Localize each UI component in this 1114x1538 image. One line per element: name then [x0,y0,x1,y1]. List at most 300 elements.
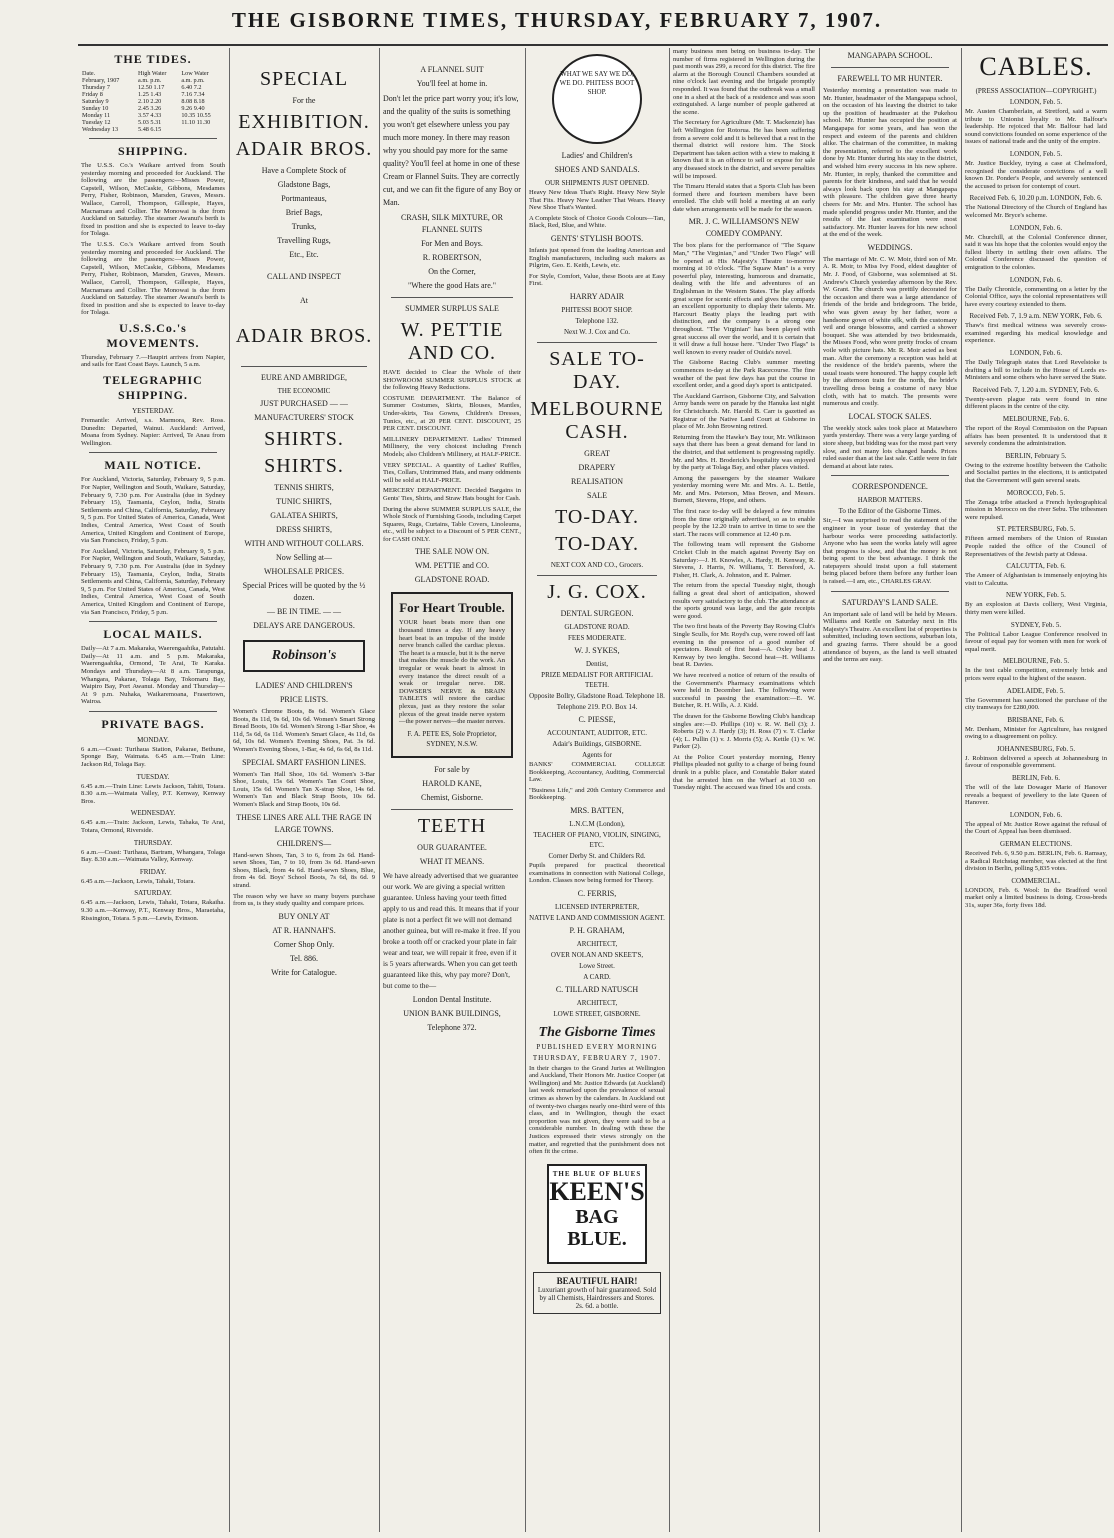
robinsons-logo: Robinson's [243,640,365,672]
day-heading: WEDNESDAY. [130,809,176,818]
editorial-text: In their charges to the Grand Juries at Wellington and Auckland, Their Honors Mr. Justice Cooper (at Wellington) and Mr. Justice Edwards (at Auckland) last week remarked upon the prevalence of sexual crimes as shown by the calendars. In Auckland out of twenty-two charges nearly one-third were of this class, and in Wellington, though the exact proportion was not given, they were said to be a considerable number. In dealing with these the Justices expressed their views strongly on the matter, and regretted that the punishment does not often fit the crime. [529,1064,667,1156]
stock-text: A Complete Stock of Choice Goods Colours—Tan, Black, Red, Blue, and White. [529,214,667,230]
cable-dateline: MELBOURNE, Feb. 5. [1002,657,1070,666]
table-cell: Tuesday 12 [82,119,111,126]
childrens-heading: CHILDREN'S— [276,838,332,848]
divider [831,475,949,476]
call-inspect: CALL AND INSPECT [267,272,341,281]
shirt-line: DRESS SHIRTS, [276,525,332,534]
next-label: Next W. J. Cox and Co. [563,327,631,336]
over-label: OVER NOLAN AND SKEET'S, [550,950,644,959]
news-paragraph: The drawn for the Gisborne Bowling Club's handicap singles are:—D. Phillips (10) v. R. W. Bell (3); J. Roberts (2) v. J. Hardy (3); H. Ross (7) v. T. Clarke (4); L. Pullin (1) v. J. Morris (5); A. Kettle (1) v. W. Parker (2). [673,712,817,751]
cable-text: The Government has sanctioned the purchase of the city tramways for £280,000. [965,696,1109,712]
mercery-text: MERCERY DEPARTMENT. Decided Bargains in Gents' Ties, Shirts, and Straw Hats bought for Cash. [383,487,523,502]
day-text: 6.45 a.m.—Jackson, Lewis, Tahaki, Totara. [81,877,196,885]
cable-text: The will of the late Dowager Marie of Hanover reveals a bequest of jewellery to the late Queen of Hanover. [965,784,1109,807]
london-dental: London Dental Institute. [412,994,492,1004]
mail-heading: MAIL NOTICE. [104,458,202,473]
telegraphic-subheading: YESTERDAY. [132,407,174,416]
shipping-text: The U.S.S. Co.'s Waikare arrived from South yesterday morning and proceeded for Auckland. The following are the passengers:—Misses Power, Capstell, Wilson, McCaskie, Gibbons, Mesdames Perry, Fisher, Robinson, Marsden, Graves, Messrs. Wallace, Carroll, Thompson, Gillespie, Hayes, Macnamara and Collier. The Monowai is due from Auckland on Saturday. The steamer Awanui's berth is fixed in position and she is expected to leave to-day for Tolaga. [81,162,227,238]
table-cell: Thursday 7 [82,84,111,91]
selling-label: Now Selling at— [276,553,332,562]
mail-text: For Auckland, Victoria, Saturday, February 9, 5 p.m. For Napier, Wellington and South, Waikare, Saturday, February 9, 7.30 p.m. For Australia (due in Sydney February 15), Tasmania, Ceylon, India, Straits Settlements and China, California, Saturday, February 9, 5 p.m. For United States of America, Canada, West Indies, Central America, West Coast of South America, United Kingdom and Continent of Europe, via San Francisco, Friday, 5 p.m. [81,476,227,545]
divider [89,452,217,453]
keens-bag: BAG [575,1205,619,1228]
hair-text: Luxuriant growth of hair guaranteed. Sold by all Chemists, Hairdressers and Stores. 2s. 6d. a bottle. [537,1285,657,1310]
gents-heading: GENTS' STYLISH BOOTS. [550,233,644,243]
prize-label: PRIZE MEDALIST FOR ARTIFICIAL TEETH. [541,670,653,689]
cable-dateline: LONDON, Feb. 6. [1009,810,1063,819]
adair-line: Portmanteaus, [281,194,327,203]
news-paragraph: many business men being on business to-day. The number of firms registered in Wellington during the past month was 299, a record for this district. The fire alarm at the Borough Council Chambers sounded at nine o'clock last evening and the brigade promptly responded. It was found that the outbreak was a small one in a shed at the back of a residence and was soon extinguished. A large number of people gathered at the scene. [673,48,817,116]
shirt-line: WITH AND WITHOUT COLLARS. [244,539,364,548]
mfr-stock: MANUFACTURERS' STOCK [254,413,354,422]
weddings-text: The marriage of Mr. C. W. Moir, third son of Mr. A. R. Moir, to Miss Ivy Food, eldest daughter of Mr. J. Food, of Gisborne, was solemnised at St. Andrew's Church yesterday afternoon by the Rev. W. Grant. The church was prettily decorated for the occasion and there was a large attendance of friends of the bride and bridegroom. The bride, who was given away by her father, wore a handsome gown of white silk, with the customary veil and orange blossoms, and carried a shower bouquet. She was attended by two bridesmaids, the Misses Food, who wore pretty frocks of cream voile with picture hats. Mr. R. Moir acted as best man. After the ceremony a reception was held at the residence of the bride's parents, where the usual toasts were honoured. The happy couple left by the afternoon train for the north, the bride's travelling dress being a costume of navy blue cloth, with hat to match. The presents were numerous and costly. [823,255,959,408]
correspondence-heading: CORRESPONDENCE. [852,482,928,492]
shipping-text: The U.S.S. Co.'s Waikare arrived from South yesterday morning and proceeded for Auckland. The following are the passengers:—Misses Power, Capstell, Wilson, McCaskie, Gibbons, Mesdames Perry, Fisher, Robinson, Marsden, Graves, Messrs. Wallace, Carroll, Thompson, Gillespie, Hayes, Macnamara and Collier. The Monowai is due from Auckland on Saturday. The steamer Awanui's berth is fixed in position and she is expected to leave to-day for Tolaga. [81,240,227,317]
day-text: 6 a.m.—Coast: Turihaua Station, Pakarae, Bethune, Sponge Bay, Waimata. 6.45 a.m.—Train Line: Jackson Rd, Tolaga Bay. [81,745,227,769]
cable-text: The Daily Telegraph states that Lord Revelstoke is drafting a bill to include in the House of Lords ex-Ministers and some others who have served the State. [965,359,1109,382]
table-row [81,91,225,98]
cable-text: Mr. Denham, Minister for Agriculture, has resigned owing to a disagreement on policy. [965,725,1109,741]
accountant-label: ACCOUNTANT, AUDITOR, ETC. [546,728,648,737]
cable-dateline: Received Feb. 7, 1.20 a.m. SYDNEY, Feb. 6. [972,385,1100,394]
adair-line: Have a Complete Stock of [261,166,347,175]
adair-heading: ADAIR BROS. [235,138,373,160]
table-row [81,105,225,112]
during-text: During the above SUMMER SURPLUS SALE, the Whole Stock of Furnishing Goods, including Carpet Squares, Rugs, Curtains, Table Covers, Linoleums, etc., will be subject to a Discount of 5 PER CENT., for CASH ONLY. [383,505,523,543]
corner-label: On the Corner, [428,267,476,276]
column-6 [820,48,960,1534]
drapery-label: DRAPERY [578,462,616,472]
banks-text: BANKS' COMMERCIAL COLLEGE Bookkeeping, Accountancy, Auditing, Commercial Law. [529,760,667,784]
crash-label: CRASH, SILK MIXTURE, OR FLANNEL SUITS [400,213,503,234]
gisborne-times-title: The Gisborne Times [538,1024,656,1040]
tides-heading: THE TIDES. [114,52,192,66]
pettie-heading: W. PETTIE AND CO. [400,319,504,364]
local-stock-heading: LOCAL STOCK SALES. [848,411,932,421]
correspondence-text: Sir,—I was surprised to read the statement of the engineer in your issue of yesterday that the harbour works were proceeding satisfactorily. Anyone who has seen the works lately will agree that progress is slow, and that the money is not being spent to the best advantage. I think the ratepayers should insist upon a full statement being placed before them before any further loan is raised.—I am, etc., CHARLES GRAY. [823,517,959,586]
adair-line: Brief Bags, [285,208,323,217]
special-heading: SPECIAL [259,68,349,90]
news-paragraph: At the Police Court yesterday morning, Henry Phillips pleaded not guilty to a charge of being found drunk in a public place, and Constable Baker stated that he arrested him on the Wharf at 10.30 on Tuesday night. The accused was fined 10s and costs. [673,753,817,792]
interpreter-label: LICENSED INTERPRETER, [555,902,639,911]
cable-dateline: LONDON, Feb. 5. [1009,98,1063,106]
news-paragraph: We have received a notice of return of the results of the Government's Pharmacy examinations which were held in December last. The following were successful in passing the examination:—E. W. Butcher, R. H. Wills, A. J. Kidd. [673,671,817,710]
mail-text: For Auckland, Victoria, Saturday, February 9, 5 p.m. For Napier, Wellington and South, Waikare, Saturday, February 9, 7.30 p.m. For Australia (due in Sydney February 15), Tasmania, Ceylon, India, Straits Settlements and China, California, Saturday, February 9, 5 p.m. For United States of America, Canada, West Indies, Central America, West Coast of South America, United Kingdom and Continent of Europe, via San Francisco, Friday, 5 p.m. [81,547,227,616]
table-cell: Saturday 9 [82,98,109,105]
divider [391,809,513,810]
news-paragraph: Among the passengers by the steamer Waikare yesterday morning were Mr. and Mrs. A. L. Bettle, Mr. and Mrs. Peterson, Miss Brown, and Messrs. Burnett, Stevens, Hope, and others. [673,474,817,505]
catalogue-label: Write for Catalogue. [271,967,337,977]
teacher-label: TEACHER OF PIANO, VIOLIN, SINGING, ETC. [533,830,661,849]
business-text: "Business Life," and 20th Century Commerce and Bookkeeping. [529,786,667,802]
day-heading: FRIDAY. [139,867,167,876]
telegraphic-text: Fremantle: Arrived, s.s. Marmora, Rev. Ross. Dunedin: Departed, Wainui. Auckland: Arrived, Moana from Sydney. Napier: Arrived, Te Anau from Wellington. [81,417,227,447]
pettie-name: WM. PETTIE and CO. [415,561,489,571]
ladies-label: Ladies' and Children's [561,151,633,160]
table-cell: Friday 8 [82,91,103,98]
day-text: 6.45 a.m.—Train Line: Lewis Jackson, Tahiti, Totara. 8.30 a.m.—Waimata Valley, P.T. Kenway, Kenway Bros. [81,782,227,805]
press-association: (PRESS ASSOCIATION—COPYRIGHT.) [975,87,1097,95]
keens-tagline: THE BLUE OF BLUES [552,1169,642,1178]
very-special-text: VERY SPECIAL. A quantity of Ladies' Ruffles, Ties, Collars, Untrimmed Hats, and many oddments will be sold at HALF-PRICE. [383,461,523,484]
boys-label: For Men and Boys. [421,239,483,248]
teeth-heading: TEETH [417,814,487,837]
divider [89,138,217,139]
table-cell: Monday 11 [82,112,111,119]
fashion-text: Women's Tan Hall Shoe, 10s 6d. Women's 3-Bar Shoe, Louis, 15s 6d. Women's Tan Court Shoe, Louis, 15s 6d. Women's Tan X-strap Shoe, 14s 6d. Women's Tan and Black Strap Boots, 10s 6d. Women's Black and Strap Boots, 10s 6d. [233,770,377,808]
day-heading: MONDAY. [137,735,169,744]
tel-label: Tel. 886. [289,953,319,963]
cable-dateline: BERLIN, February 5. [1005,451,1067,460]
hair-heading: BEAUTIFUL HAIR! [556,1275,638,1286]
just-purchased: JUST PURCHASED — — [260,399,348,408]
cable-text: The National Directory of the Church of England has welcomed Mr. Bryce's scheme. [965,204,1109,219]
adair-line: Etc., Etc. [289,250,319,259]
column-5 [670,48,818,1534]
private-bags-heading: PRIVATE BAGS. [101,716,205,731]
batten-label: MRS. BATTEN, [570,805,624,815]
heart-text: YOUR heart beats more than one thousand times a day. If any heavy heart beat is an impulse of the inside nerve branch called the cardiac plexus. The heart is a muscle, but it is the nerve that makes the muscle do the work. An irregular or weak heart is almost in every instance the direct result of a weak or irregular nerve. DR. DOWSER'S NERVE & BRAIN TABLETS will restore the cardiac plexus, just as they restore the solar plexus of the great inside nerve system—the power nerves—the master nerves. [399,619,507,726]
farewell-text: Yesterday morning a presentation was made to Mr. Hunter, headmaster of the Mangapapa school, on the occasion of his leaving the district to take up the position of headmaster at the Pukehou school. Mr. Hunter has occupied the position at Mangapapa for some years, and has won the respect and esteem of the parents and children alike. The chairman of the committee, in making the presentation, referred to the excellent work done by Mr. Hunter during his stay in the district, and wished him every success in his new sphere. Mr. Hunter, in reply, thanked the committee and parents for their kindness, and said that he would always look back upon his stay at Mangapapa with pleasure. The children gave three hearty cheers for Mr. and Mrs. Hunter. The school has made splendid progress under Mr. Hunter, and the results of the last examination were most satisfactory. Mr. Hunter leaves for his new school at the end of the week. [823,87,959,239]
pupils-text: Pupils prepared for practical theoretical examinations in connection with National College, London. Classes now being formed for Theory. [529,861,667,885]
shoes-heading: SHOES AND SANDALS. [554,165,640,174]
divider [391,297,513,298]
day-heading: SATURDAY. [134,889,172,898]
lowe-label-2: LOWE STREET, GISBORNE. [553,1009,641,1018]
cable-dateline: CALCUTTA, Feb. 6. [1006,562,1066,571]
special-prices: Special Prices will be quoted by the ½ dozen. [242,581,366,602]
summer-label: SUMMER SURPLUS SALE [405,304,499,313]
cable-dateline: LONDON, Feb. 5. [1009,149,1063,158]
news-paragraph: The return from the special Tuesday night, though falling a great deal short of anticipation, showed results very satisfactory to the club. The attendance at the sports ground was large, and the gate receipts were good. [673,582,817,620]
table-cell: 6.40 7.2 [181,84,202,91]
prices-text: Women's Chrome Boots, 8s 6d. Women's Glace Boots, 8s 11d, 9s 6d, 10s 6d. Women's Smart Strong Bread Boots, 10s 6d. Women's Strong 1-Bar Shoe, 4s 11d, 5s 6d, 6s 11d. Women's Smart Glace, 4s 11d, 6s 6d, 10s 6d. Women's Evening Shoes, Pat. 3s 6d. Women's Evening Shoes, 1-Bar, 4s 6d, 6s 6d, 8s 11d. [233,708,377,753]
cable-text: Mr. Churchill, at the Colonial Conference dinner, said it was his hope that the colonies would enjoy the fullest liberty in settling their own affairs. The Colonial Conference discussed the question of emigration to the colonies. [965,233,1109,271]
architect-label: ARCHITECT, [576,939,618,948]
uss-heading: U.S.S.Co.'s MOVEMENTS. [106,320,200,350]
costume-text: COSTUME DEPARTMENT. The Balance of Summer Costumes, Skirts, Blouses, Mantles, Under-skirts, Tea Gowns, Children's Dresses, Tunics, etc., at 20 PER CENT. DISCOUNT, 25 PER CENT. DISCOUNT. [383,394,523,433]
sykes-label: W. J. SYKES, [574,645,620,655]
chemist-label: Chemist, Gisborne. [421,792,483,802]
opp-label: Opposite Bollry, Gladstone Road. Telephone 18. [529,691,665,700]
adair-line: Travelling Rugs, [277,236,331,245]
robertson-label: R. ROBERTSON, [422,253,482,262]
next-cox: NEXT COX AND CO., Grocers. [550,560,644,569]
table-cell: 11.10 11.30 [181,119,211,126]
table-cell: 7.16 7.34 [181,91,205,98]
lowe-label: Lowe Street. [579,961,615,970]
column-7 [962,48,1110,1534]
tillard-label: C. TILLARD NATUSCH [555,984,639,994]
local-stock-text: The weekly stock sales took place at Matawhero yards yesterday. There was a very large yarding of store sheep, but bidding was for the most part very slow, and not many lots changed hands. Prices ruled easier than at the last sale. Cattle were in fair demand at about late rates. [823,424,959,470]
cable-dateline: GERMAN ELECTIONS. [1000,840,1072,849]
kane-label: HAROLD KANE, [422,778,482,788]
news-paragraph: The Timaru Herald states that a Sports Club has been formed there and fourteen members have been enrolled. The club will hold a meeting at an early date when arrangements will be made for the season. [673,183,817,213]
teeth-text: We have already advertised that we guarantee our work. We are giving a special written guarantee. Unless having your teeth fitted apply to us and read this. It means that if your plate is not a perfect fit we will not demand another guinea, but will re-make it free. If you broke a tooth off or cracked your plate in fair wear and tear, we will repair it free, even if it is 5 years afterwards. When you can get teeth guaranteed like this, why pay more? Don't, but come to the— [383,870,522,990]
childrens-text: Hand-sewn Shoes, Tan, 3 to 6, from 2s 6d. Hand-sewn Shoes, Tan, 7 to 10, from 3s 6d. Hand-sewn Shoes, Black, from 4s 6d. Hand-sewn Shoes, Blue, from 4s 6d. Boys' School Boots, 7s 6d, 8s 6d. 9 strand. [233,851,377,889]
issue-date: THURSDAY, FEBRUARY 7, 1907. [532,1053,662,1062]
corner-label: Corner Shop Only. [273,939,335,949]
buy-label: BUY ONLY AT [278,911,330,921]
table-cell: 10.35 10.55 [181,112,211,119]
table-header: High Water [138,70,167,77]
native-label: NATIVE LAND AND COMMISSION AGENT. [529,913,665,922]
where-label: "Where the good Hats are." [407,281,497,290]
jgcox-heading: J. G. COX. [547,580,647,603]
cable-text: In the test cable competition, extremely brisk and prices were equal to the highest of the season. [965,667,1109,682]
news-paragraph: The Secretary for Agriculture (Mr. T. Mackenzie) has left Wellington for Rotorua. He has been suffering from a severe cold and it is believed that a rest in the thermal district will restore him. The Stock Department has taken action with a view to making it known that it is an offence to sell or expose for sale any diseased stock in the district, and severe penalties will be imposed. [673,119,817,180]
harry-adair: HARRY ADAIR [569,291,625,301]
cable-text: The Zenaga tribe attacked a French hydrographical mission in Morocco on the river Sebu. The tribesmen were repulsed. [965,498,1109,521]
flannel-sub: You'll feel at home in. [416,79,488,88]
heart-footer: F. A. PETE ES, Sole Proprietor, SYDNEY, N.S.W. [407,729,497,748]
flannel-heading: A FLANNEL SUIT [420,65,484,74]
shirt-line: TENNIS SHIRTS, [274,483,334,492]
table-cell: February, 1907 [82,77,120,84]
boot-shop-badge: WHAT WE SAY WE DO, WE DO. PHITESS BOOT SHOP. [552,54,642,144]
column-2 [230,48,378,1534]
fashion-heading: SPECIAL SMART FASHION LINES. [242,757,366,767]
new-lines-text: Heavy New Ideas That's Right. Heavy New Style That Fits. Heavy New Leather That Wears. Heavy New Shoe That's Wanted. [529,189,667,212]
land-sale-heading: SATURDAY'S LAND SALE. [841,597,939,607]
guarantee-heading: OUR GUARANTEE. [417,842,487,852]
divider [831,591,949,592]
divider [537,575,657,576]
table-cell: a.m. p.m. [138,77,162,84]
divider [831,67,949,68]
keens-blue: BLUE. [567,1227,627,1250]
cable-text: J. Robinson delivered a speech at Johannesburg in favour of responsible government. [965,754,1109,770]
shirt-line: TUNIC SHIRTS, [276,497,332,506]
keens-blue-ad [547,1164,647,1264]
cable-text: LONDON, Feb. 6. Wool: In the Bradford wool market only a limited business is doing. Cross-breds 31s, super 36s, forty fives 18d. [965,886,1109,909]
cable-dateline: MELBOURNE, Feb. 6. [1002,415,1070,424]
cable-text: The Political Labor League Conference resolved in favour of equal pay for women with men for work of equal merit. [965,630,1109,653]
dentist-label: Dentist, [586,659,608,668]
land-sale-text: An important sale of land will be held by Messrs. Williams and Kettle on Saturday next in His Majesty's Theatre. An excellent list of properties is submitted, including town sections, suburban lots, and grazing farms. There should be a good attendance of buyers, as the land is well situated and the terms are easy. [823,610,959,664]
divider [89,711,217,712]
economic-label: THE ECONOMIC [277,387,331,395]
special-for: For the [292,96,316,105]
cable-dateline: Received Feb. 6, 10.20 p.m. LONDON, Feb. 6. [969,194,1103,203]
sale-now: THE SALE NOW ON. [414,547,490,557]
eure-heading: EURE AND AMBRIDGE, [260,373,347,382]
cable-dateline: ST. PETERSBURG, Feb. 5. [996,525,1076,534]
heart-trouble-ad [391,592,513,757]
published-label: PUBLISHED EVERY MORNING [536,1042,658,1051]
weddings-heading: WEDDINGS. [867,242,913,252]
adair-heading-2: ADAIR BROS. [235,325,373,347]
table-row [81,70,225,77]
uss-text: Thursday, February 7.—Haupiri arrives from Napier, and sails for East Coast Bays. Launch, 5 a.m. [81,353,227,369]
cable-dateline: LONDON, Feb. 6. [1009,275,1063,284]
today-heading: TO-DAY. [555,505,639,528]
shipping-heading: SHIPPING. [117,144,188,158]
cable-dateline: SYDNEY, Feb. 5. [1010,620,1062,629]
table-cell: Sunday 10 [82,105,109,112]
cable-dateline: COMMERCIAL. [1011,876,1061,885]
telegraphic-heading: TELEGRAPHIC SHIPPING. [103,373,203,403]
table-cell: 2.45 3.26 [138,105,162,112]
telpo-label: Telephone 219. P.O. Box 14. [556,702,638,711]
be-in-time: — BE IN TIME. — — [266,607,342,616]
cable-text: Fifteen armed members of the Union of Russian People raided the office of the Council of Representatives of the Jewish party at Odessa. [965,535,1109,558]
ladies-heading: LADIES' AND CHILDREN'S [255,681,353,690]
realisation-label: REALISATION [571,476,623,486]
gladstone-road: GLADSTONE ROAD. [564,622,630,631]
cables-heading: CABLES. [979,52,1093,81]
news-paragraph: The Gisborne Racing Club's summer meeting commences to-day at the Park Racecourse. The fine weather of the past few days has put the course in excellent order, and a good day's sport is anticipated. [673,359,817,390]
farewell-heading: FAREWELL TO MR HUNTER. [837,74,943,83]
column-4 [526,48,668,1534]
shirt-line: GALATEA SHIRTS, [270,511,338,520]
table-row [81,84,225,91]
millinery-text: MILLINERY DEPARTMENT. Ladies' Trimmed Millinery, the very choicest including French Models; also Children's Millinery, at HALF-PRICE. [383,435,523,458]
editor-line: To the Editor of the Gisborne Times. [838,507,942,516]
cable-text: The report of the Royal Commission on the Papuan affairs has been presented. It is understood that it severely condemns the administration. [965,425,1109,448]
shirts-heading: SHIRTS. [264,428,344,450]
table-row [81,119,225,126]
cable-list [965,97,1107,910]
cable-text: Mr. Justice Buckley, trying a case at Chelmsford, recognised the considerate convictions of a well known Dr. Ponder's People, and severely sentenced the accused to prison for contempt of court. [965,159,1109,190]
table-cell: 1.25 1.43 [138,91,162,98]
news-paragraph: Returning from the Hawke's Bay tour, Mr. Wilkinson says that there has been a great demand for land in the district, and that settlement is progressing rapidly. Mr. and Mrs. H. Broderick's hospitality was enjoyed by the party at Tolaga Bay, and other places visited. [673,433,817,472]
mangapapa-heading: MANGAPAPA SCHOOL. [847,51,933,60]
union-bank: UNION BANK BUILDINGS, [403,1008,501,1018]
table-row [81,112,225,119]
cable-dateline: JOHANNESBURG, Feb. 5. [996,744,1076,753]
cable-text: Received Feb. 6, 9.50 p.m. BERLIN, Feb. 6. Ramsay, a Radical Reichstag member, was elected at the first division in Berlin, polling 5,835 votes. [965,850,1109,873]
great-label: GREAT [584,448,610,458]
sale-label: SALE [587,490,607,500]
adair-line: Gladstone Bags, [277,180,331,189]
divider [241,366,367,367]
at-label: At [300,296,308,305]
cable-dateline: BERLIN, Feb. 6. [1011,774,1061,783]
day-heading: THURSDAY. [133,838,173,847]
masthead-rule [78,44,1108,46]
table-row [81,77,225,84]
table-cell: 2.10 2.20 [138,98,162,105]
price-lists: PRICE LISTS. [279,695,328,704]
williamson-text: The box plans for the performance of "The Squaw Man," "The Virginian," and "Under Two Flags" will be opened at His Majesty's Theatre to-morrow morning at 10 o'clock. "The Squaw Man" is a very powerful play, interesting, humorous and dramatic, dealing with the life and adventures of an Englishman in the Western States. The play affords great scope for scenic effects and gives the company an excellent opportunity to display their talents. Mr. Harcourt Beatty plays the leading part with distinction, and the company is a strong one throughout. "The Virginian" has been played with great success all over the world, and it is certain that it will draw a full house here. "Under Two Flags" is well known to every reader of Ouida's novel. [673,242,817,356]
hannah-label: AT R. HANNAH'S. [272,925,336,935]
corner-label: Corner Derby St. and Childers Rd. [548,851,646,860]
cable-dateline: LONDON, Feb. 6. [1009,349,1063,358]
divider [89,621,217,622]
shirts-heading: SHIRTS. [264,455,344,477]
exhibition-heading: EXHIBITION. [238,111,370,133]
cable-dateline: NEW YORK, Feb. 5. [1006,591,1066,600]
day-text: 6 a.m.—Coast: Turihaua, Bartram, Whangara, Tolaga Bay. 8.30 a.m.—Waimata Valley, Kenway. [81,848,227,864]
heart-heading: For Heart Trouble. [399,600,505,616]
table-cell: 9.26 9.40 [181,105,205,112]
cable-dateline: Received Feb. 7, 1.9 a.m. NEW YORK, Feb. 6. [969,312,1103,321]
pettie-text: HAVE decided to Clear the Whole of their SHOWROOM SUMMER SURPLUS STOCK at the following Heavy Reductions. [383,369,523,392]
melbourne-heading: MELBOURNE CASH. [530,397,664,443]
local-mails-text: Daily—At 7 a.m. Makaraka, Waerengaahika, Patutahi. Daily—At 11 a.m. and 5 p.m. Makaraka, Waerengaahika, Ormond, Te Arai, Te Karaka. Mondays and Thursdays—At 8 a.m. Tarapunga, Whangara, Pakarae, Tolaga Bay, Tokomaru Bay, Waipiro Bay, Port Awanui. Monday and Thursday—At 9 p.m. Nuhaka, Waikaremoana, Frasertown, Wairoa. [81,645,227,706]
divider [537,342,657,343]
lncm-label: L.N.C.M (London), [569,819,625,828]
today-heading: TO-DAY. [555,532,639,555]
adairs-label: Adair's Buildings, GISBORNE. [552,739,642,748]
agents-label: Agents for [582,750,612,759]
cable-dateline: LONDON, Feb. 6. [1009,223,1063,232]
cable-dateline: ADELAIDE, Feb. 5. [1006,686,1066,695]
cable-text: By an explosion at Davis colliery, West Virginia, thirty men were killed. [965,601,1109,616]
delays-label: DELAYS ARE DANGEROUS. [253,621,355,630]
style-text: For Style, Comfort, Value, these Boots are at Easy First. [529,272,667,288]
table-cell [180,126,225,133]
adair-line: Trunks, [291,222,317,231]
news-paragraph: The two first heats of the Poverty Bay Rowing Club's Single Sculls, for Mr. Royd's cup, were rowed off last evening in the presence of a good number of spectators. Result of first heat—A. Oxley beat J. Kenway by two lengths. Second heat—H. Williams beat R. Davies. [673,623,817,669]
table-cell: 8.08 8.18 [181,98,205,105]
table-row [81,126,225,133]
architect-label-2: ARCHITECT, [576,998,618,1007]
tides-table [81,70,225,133]
news-paragraph: The first race to-day will be delayed a few minutes from the time originally advertised, so as to enable people by the 12.20 train to arrive in time to see the start. The races will commence at 12.40 p.m. [673,508,817,538]
table-cell: a.m. p.m. [181,77,205,84]
hair-ad [533,1272,661,1314]
keens-brand: KEEN'S [549,1176,645,1206]
cable-text: The Ameer of Afghanistan is immensely enjoying his visit to Calcutta. [965,572,1109,587]
table-cell: Wednesday 13 [82,126,119,133]
table-cell: 5.48 6.15 [138,126,162,133]
table-header: Low Water [181,70,209,77]
table-cell: 12.50 1.17 [138,84,165,91]
reason-text: The reason why we have so many buyers purchase from us, is they study quality and compare prices. [233,892,377,908]
cable-text: Mr. Austen Chamberlain, at Stretford, said a warm tribute to Unionist loyalty to Mr. Balfour's leadership. He rejoiced that Mr. Balfour had laid sound convictions founded on some experience of the issues of national trade and the unity of the empire. [965,108,1109,146]
harbor-heading: HARBOR MATTERS. [857,496,923,505]
what-means: WHAT IT MEANS. [419,856,485,866]
cable-dateline: MOROCCO, Feb. 5. [1006,488,1066,497]
cable-text: Thaw's first medical witness was severely cross-examined regarding his medical knowledge and experience. [965,322,1109,345]
column-3 [380,48,524,1534]
gents-text: Infants just opened from the leading American and English manufacturers, including such makers as Pilgrim, Geo. E. Keith, Lewis, etc. [529,246,667,270]
local-mails-heading: LOCAL MAILS. [103,627,203,642]
card-label: A CARD. [583,972,611,981]
ferris-label: C. FERRIS, [577,888,617,898]
sale-today-heading: SALE TO-DAY. [549,347,645,393]
cable-text: Owing to the extreme hostility between the Catholic and Socialist parties in the elections, it is anticipated that the Government will gain several seats. [965,461,1109,484]
for-sale-label: For sale by [434,764,470,774]
dental-surgeon: DENTAL SURGEON. [560,608,634,618]
day-heading: TUESDAY. [136,772,170,781]
telephone-label: Telephone 372. [427,1022,477,1032]
cable-text: The Daily Chronicle, commenting on a letter by the Colonial Office, says the colonial representatives will have every courtesy extended to them. [965,285,1109,308]
graham-label: P. H. GRAHAM, [569,925,625,935]
tel-label: Telephone 132. [575,316,619,325]
williamson-heading: MR. J. C. WILLIAMSON'S NEW COMEDY COMPANY. [688,217,800,239]
gladstone-label: GLADSTONE ROAD. [414,575,490,585]
day-text: 6.45 a.m.—Train: Jackson, Lewis, Tahaka, Te Arai, Totara, Ormond, Riverside. [81,819,227,835]
cable-text: The appeal of Mr. Justice Rowe against the refusal of the Court of Appeal has been dismissed. [965,820,1109,836]
flannel-text: Don't let the price part worry you; it's low, and the quality of the suits is something you won't get elsewhere unless you pay much more money. In there may reason why you should pay more for the same quality? You'll feel at home in one of these Cream or Flannel Suits. They are correctly cut, and we can fit the figure of any Boy or Man. [383,94,523,207]
news-paragraph: The Auckland Garrison, Gisborne City, and Salvation Army bands were on parade by the Hanuka last night for Christchurch. Mr. Harold B. Carr is gazetted as Registrar of the Native Land Court at Gisborne in place of Mr. John Browning retired. [673,392,817,431]
table-cell: 3.57 4.33 [138,112,162,119]
opened-label: OUR SHIPMENTS JUST OPENED. [544,179,650,187]
table-row [81,98,225,105]
column-1 [78,48,228,1534]
piesse-label: C. PIESSE, [578,714,616,724]
day-text: 6.45 a.m.—Jackson, Lewis, Tahaki, Totara, Rakaiha. 9.30 a.m.—Kenway, P.T., Kenway Bros., Maraetaha, Rissington, Totara. 5 p.m.—Lewis, Evinson. [81,899,227,922]
wholesale-label: WHOLESALE PRICES. [264,567,344,576]
masthead: THE GISBORNE TIMES, THURSDAY, FEBRUARY 7, 1907. [231,8,883,32]
news-paragraph: The following team will represent the Gisborne Cricket Club in the match against Poverty Bay on Saturday:—J. H. Knowles, A. Hardy, H. Kenway, R. Stevens, J. Harris, N. Williams, T. Beresford, A. Fisher, H. Clark, A. Johnston, and E. Palmer. [673,541,817,579]
phitessi-label: PHITESSI BOOT SHOP. [561,305,633,314]
